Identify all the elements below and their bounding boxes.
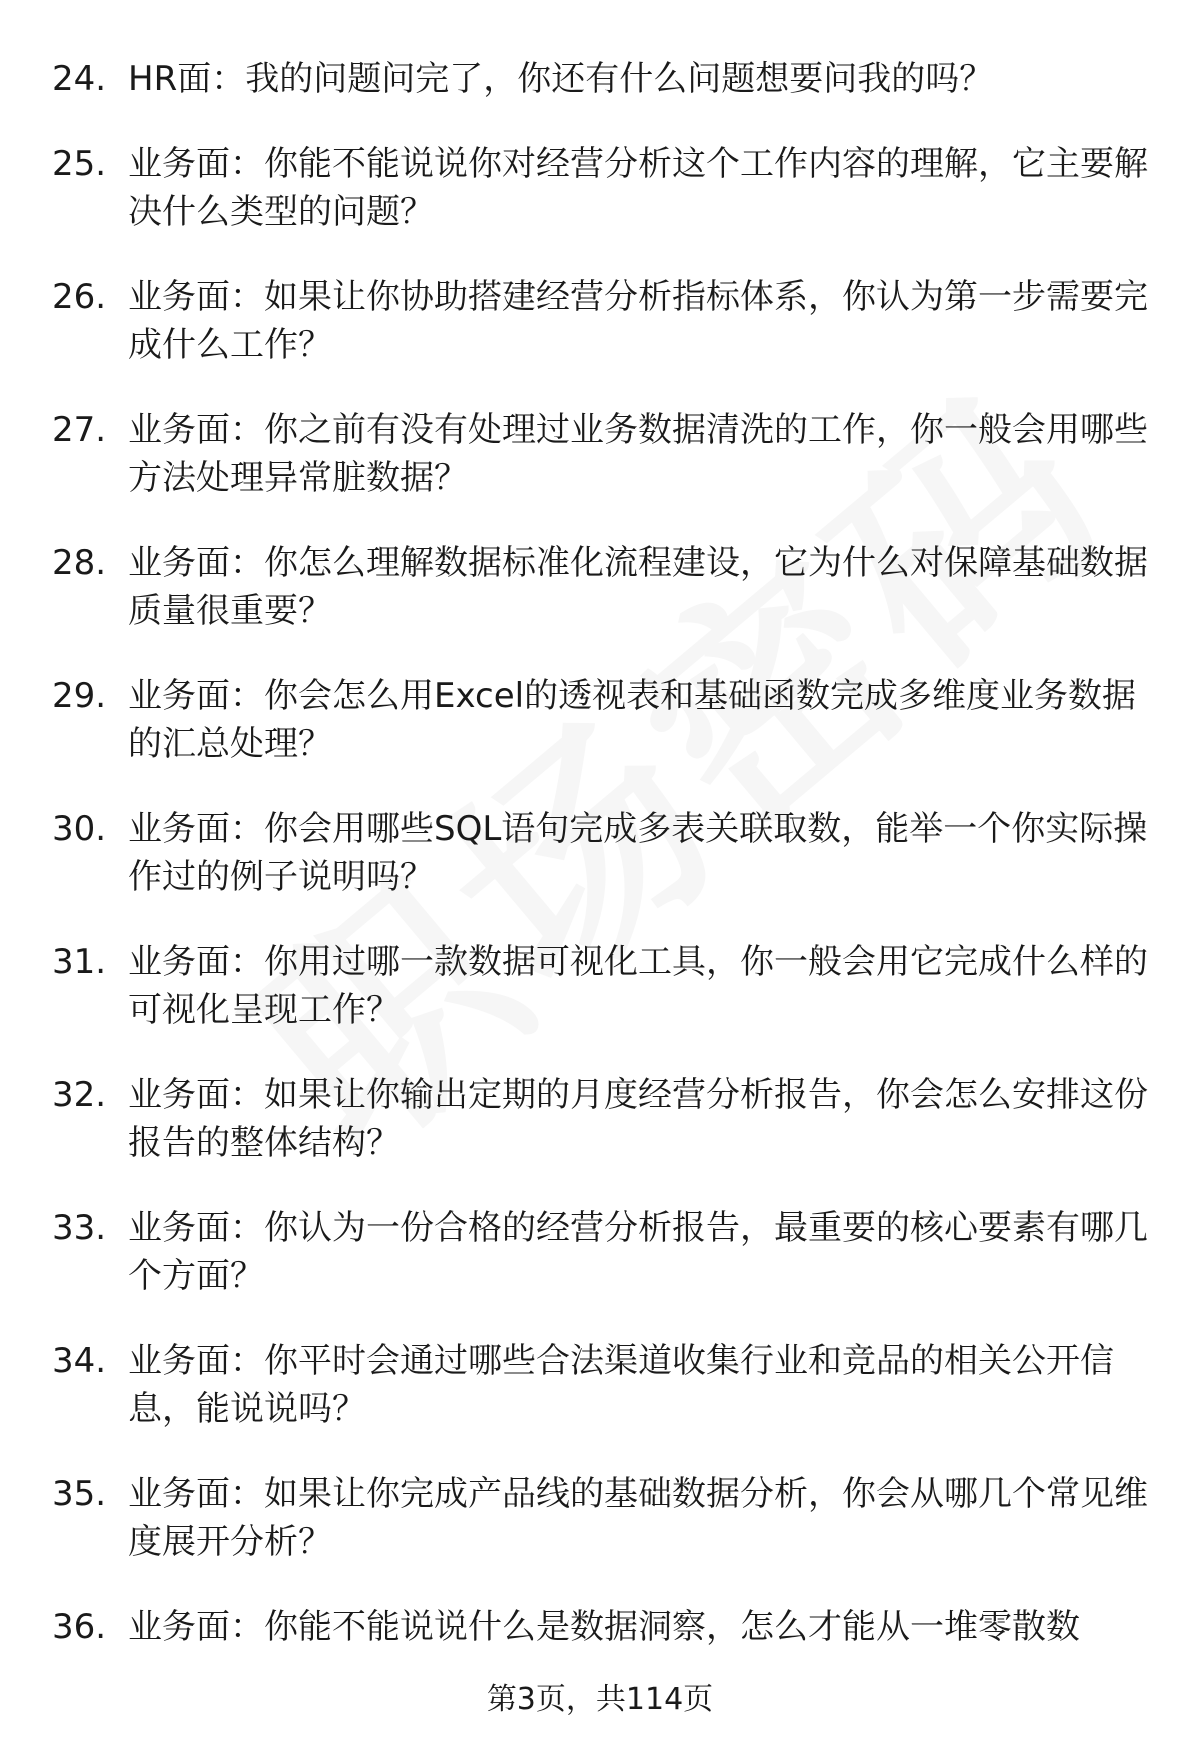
question-text: 业务面：如果让你输出定期的月度经营分析报告，你会怎么安排这份报告的整体结构？ — [128, 1075, 1148, 1163]
question-text: 业务面：你之前有没有处理过业务数据清洗的工作，你一般会用哪些方法处理异常脏数据？ — [128, 410, 1148, 498]
question-number: 35. — [52, 1474, 107, 1514]
question-item — [0, 55, 1200, 103]
question-item — [0, 1337, 1200, 1433]
question-item — [0, 1204, 1200, 1300]
question-number: 25. — [52, 144, 107, 184]
question-number: 26. — [52, 277, 107, 317]
question-item — [0, 1071, 1200, 1167]
question-number: 24. — [52, 59, 107, 99]
question-text: 业务面：如果让你协助搭建经营分析指标体系，你认为第一步需要完成什么工作？ — [128, 277, 1148, 365]
question-number: 34. — [52, 1341, 107, 1381]
question-text: 业务面：你会用哪些SQL语句完成多表关联取数，能举一个你实际操作过的例子说明吗？ — [128, 809, 1148, 897]
question-item — [0, 672, 1200, 768]
question-item — [0, 805, 1200, 901]
question-text: 业务面：你认为一份合格的经营分析报告，最重要的核心要素有哪几个方面？ — [128, 1208, 1148, 1296]
question-number: 30. — [52, 809, 107, 849]
question-text: 业务面：你平时会通过哪些合法渠道收集行业和竞品的相关公开信息，能说说吗？ — [128, 1341, 1114, 1429]
question-item — [0, 273, 1200, 369]
question-item — [0, 140, 1200, 236]
question-text: 业务面：你怎么理解数据标准化流程建设，它为什么对保障基础数据质量很重要？ — [128, 543, 1148, 631]
question-number: 28. — [52, 543, 107, 583]
question-number: 27. — [52, 410, 107, 450]
page-footer: 第3页，共114页 — [486, 1682, 714, 1717]
question-item — [0, 1603, 1200, 1651]
question-text: 业务面：你能不能说说你对经营分析这个工作内容的理解，它主要解决什么类型的问题？ — [128, 144, 1148, 232]
question-text: 业务面：如果让你完成产品线的基础数据分析，你会从哪几个常见维度展开分析？ — [128, 1474, 1148, 1562]
question-text: HR面：我的问题问完了，你还有什么问题想要问我的吗？ — [128, 59, 994, 99]
question-number: 31. — [52, 942, 107, 982]
question-item — [0, 539, 1200, 635]
question-text: 业务面：你能不能说说什么是数据洞察，怎么才能从一堆零散数 — [128, 1607, 1080, 1647]
question-number: 36. — [52, 1607, 107, 1647]
question-number: 32. — [52, 1075, 107, 1115]
question-text: 业务面：你会怎么用Excel的透视表和基础函数完成多维度业务数据的汇总处理？ — [128, 676, 1137, 764]
question-number: 29. — [52, 676, 107, 716]
question-item — [0, 406, 1200, 502]
question-number: 33. — [52, 1208, 107, 1248]
question-text: 业务面：你用过哪一款数据可视化工具，你一般会用它完成什么样的可视化呈现工作？ — [128, 942, 1148, 1030]
question-item — [0, 1470, 1200, 1566]
question-item — [0, 938, 1200, 1034]
question-list — [0, 55, 1200, 1688]
